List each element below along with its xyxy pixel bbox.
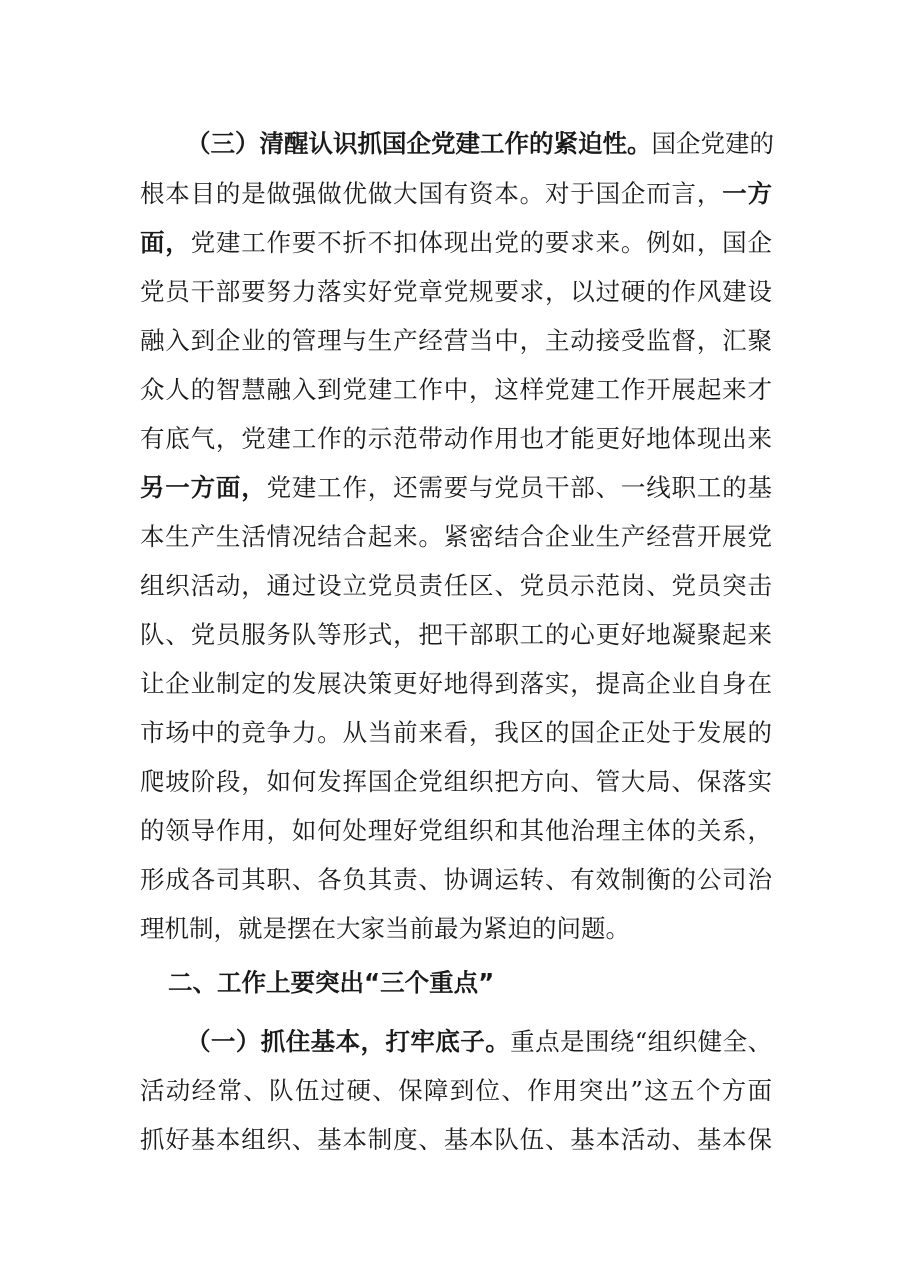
paragraph-line: 根本目的是做强做优做大国有资本。对于国企而言，一方: [140, 179, 772, 208]
paragraph-line: 市场中的竞争力。从当前来看，我区的国企正处于发展的: [140, 718, 772, 747]
paragraph-line: 另一方面，党建工作，还需要与党员干部、一线职工的基: [140, 473, 772, 502]
paragraph-line: 让企业制定的发展决策更好地得到落实，提高企业自身在: [140, 669, 772, 698]
paragraph-line: 活动经常、队伍过硬、保障到位、作用突出”这五个方面: [140, 1076, 772, 1105]
paragraph-line: 形成各司其职、各负其责、协调运转、有效制衡的公司治: [140, 865, 772, 894]
paragraph-line: （一）抓住基本，打牢底子。重点是围绕“组织健全、: [186, 1027, 772, 1056]
paragraph-line: 的领导作用，如何处理好党组织和其他治理主体的关系，: [140, 816, 772, 845]
paragraph-line: （三）清醒认识抓国企党建工作的紧迫性。国企党建的: [186, 129, 774, 158]
section-heading: 二、工作上要突出“三个重点”: [168, 968, 495, 997]
paragraph-line: 面，党建工作要不折不扣体现出党的要求来。例如，国企: [140, 228, 772, 257]
paragraph-line: 组织活动，通过设立党员责任区、党员示范岗、党员突击: [140, 571, 772, 600]
bold-text: 另一方面，: [140, 473, 267, 502]
paragraph-line: 爬坡阶段，如何发挥国企党组织把方向、管大局、保落实: [140, 767, 772, 796]
paragraph-line: 有底气，党建工作的示范带动作用也才能更好地体现出来: [140, 424, 772, 453]
paragraph-line: 理机制，就是摆在大家当前最为紧迫的问题。: [140, 914, 630, 943]
paragraph-line: 本生产生活情况结合起来。紧密结合企业生产经营开展党: [140, 522, 772, 551]
paragraph-line: 众人的智慧融入到党建工作中，这样党建工作开展起来才: [140, 375, 772, 404]
paragraph-line: 队、党员服务队等形式，把干部职工的心更好地凝聚起来: [140, 620, 772, 649]
bold-text: 一方: [722, 179, 772, 208]
bold-text: 面，: [140, 228, 191, 257]
bold-lead: （三）清醒认识抓国企党建工作的紧迫性。: [186, 129, 652, 158]
paragraph-line: 抓好基本组织、基本制度、基本队伍、基本活动、基本保: [140, 1125, 772, 1154]
bold-lead: （一）抓住基本，打牢底子。: [186, 1027, 511, 1056]
paragraph-line: 融入到企业的管理与生产经营当中，主动接受监督，汇聚: [140, 326, 772, 355]
paragraph-line: 党员干部要努力落实好党章党规要求，以过硬的作风建设: [140, 277, 772, 306]
